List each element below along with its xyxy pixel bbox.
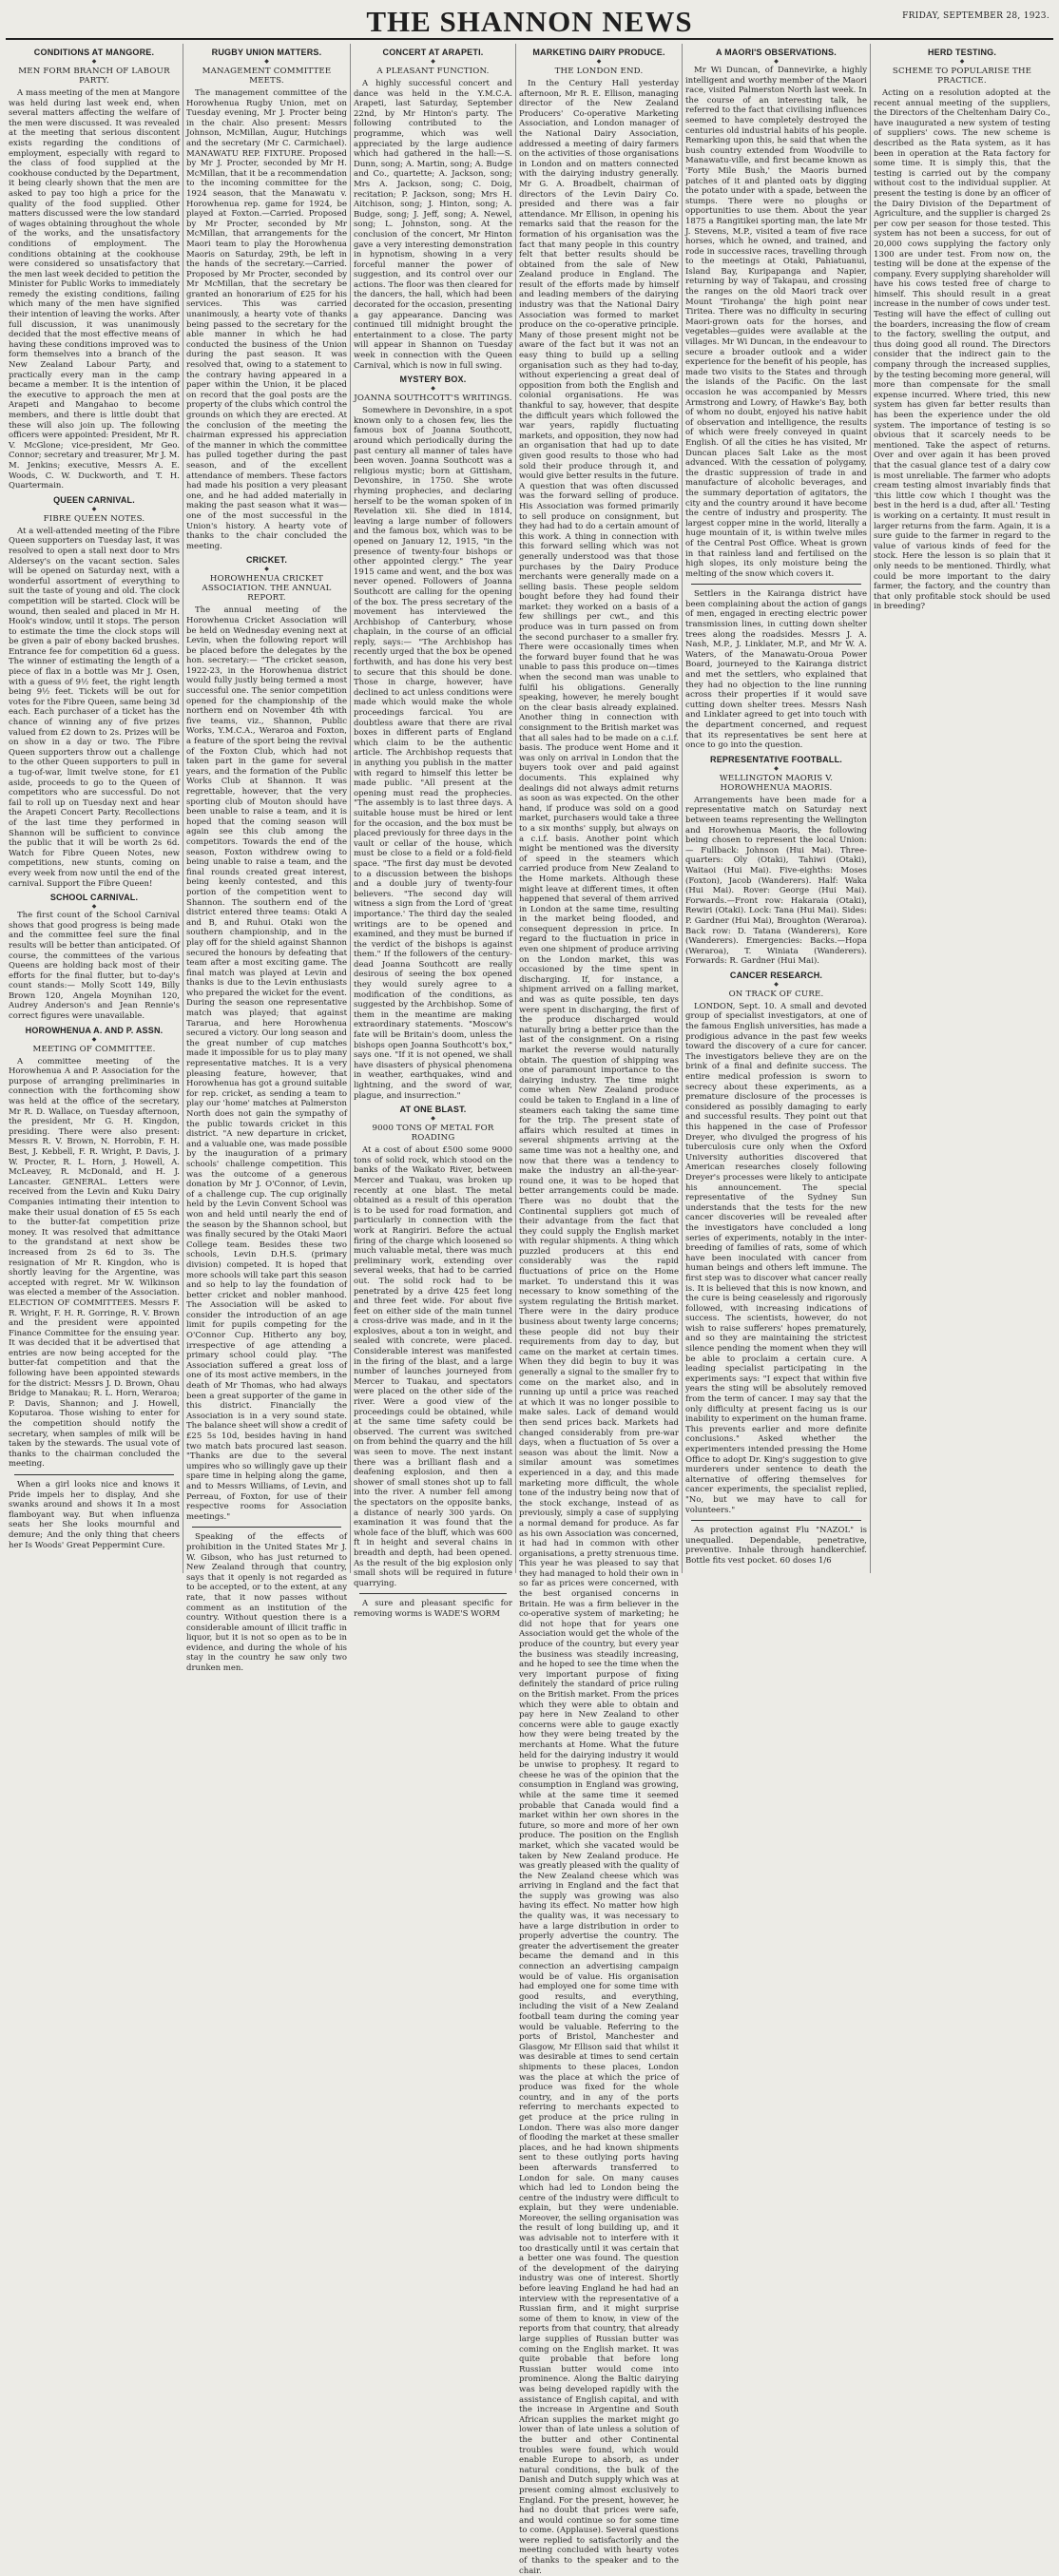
ornament-divider: ◆ [91,505,97,512]
article-deck: FIBRE QUEEN NOTES. [43,513,145,524]
article-headline: AT ONE BLAST. [399,1105,467,1115]
article-body: Somewhere in Devonshire, in a spot known only to a chosen few, lies the famous box of Joanna Southcott, around which periodically during the past century all manner of tales have been woven. Joanna Southcott was a religious mystic; born at Gittisham, Devonshire, in 1750. She wrote rhyming prophecies, and declaring herself to be the woman spoken of in Revelation xii. She died in 1814, leaving a large number of followers and the famous box, which was to be opened on January 12, 1915, "in the presence of twenty-four bishops or other appointed clergy." The year 1915 came and went, and the box was never opened. Followers of Joanna Southcott are calling for the opening of the box. The press secretary of the movement has interviewed the Archbishop of Canterbury, whose chaplain, in the course of an official reply, says:— "The Archbishop has recently urged that the box be opened forthwith, and has done his very best to secure that this should be done. Those in charge, however, have declined to act unless conditions were made which would make the whole proceedings farcical. You are doubtless aware that there are rival boxes in different parts of England which claim to be the authentic article. The Archbishop requests that in anything you publish in the matter with regard to himself this letter be made public. "All present at the opening must read the prophecies. "The assembly is to last three days. A suitable house must be hired or lent for the occasion, and the box must be placed previously for three days in the vault or cellar of the house, which must be close to a field or a fold-field space. "The first day must be devoted to a discussion between the bishops and a double jury of twenty-four believers. "The second day will witness a sign from the Lord of 'great importance.' The third day the sealed writings are to be opened and examined, and they must be burned if the verdict of the bishops is against them." If the followers of the century-dead Joanna Southcott are really desirous of seeing the box opened they would surely agree to a modification of the conditions, as suggested by the Archbishop. Some of them in the meantime are making extraordinary statements. "Moscow's fate will be Britain's doom, unless the bishops open Joanna Southcott's box," says one. "If it is not opened, we shall have disasters of physical phenomena in weather, earthquakes, wind and lightning, and the sword of war, plague, and insurrection." [354,406,512,1101]
ornament-divider: ◆ [774,764,779,772]
column-4 [515,44,682,2576]
article [874,48,1050,612]
ornament-divider: ◆ [264,566,269,573]
article [685,48,867,579]
article-headline: A MAORI'S OBSERVATIONS. [716,48,837,57]
article [685,1520,867,1566]
article-deck: 9000 TONS OF METAL FOR ROADING [372,1124,494,1144]
article-deck: HOROWHENUA CRICKET ASSOCIATION. THE ANNUAL REPORT. [202,574,332,604]
article-body: The management committee of the Horowhenua Rugby Union, met on Tuesday evening, Mr J. Procter being in the chair. Also present: Messrs Johnson, McMillan, Augur, Hutchings and the secretary (Mr C. Carmichael). MANAWATU REP. FIXTURE. Proposed by Mr J. Procter, seconded by Mr H. McMillan, that it be a recommendation to the incoming committee for the 1924 season, that the Manawatu v. Horowhenua rep. game for 1924, be played at Foxton.—Carried. Proposed by Mr Procter, seconded by Mr McMillan, that arrangements for the Maori team to play the Horowhenua Maoris on Saturday, 29th, be left in the hands of the secretary.—Carried. Proposed by Mr Procter, seconded by Mr McMillan, that the secretary be granted an honorarium of £25 for his services. This was carried unanimously, a hearty vote of thanks being passed to the secretary for the able manner in which he had conducted the business of the Union during the past season. It was resolved that, owing to a statement to the contrary having appeared in a paper within the Union, it be placed on record that the goal posts are the property of the clubs which control the grounds on which they are erected. At the conclusion of the meeting the chairman expressed his appreciation of the manner in which the committee has pulled together during the past season, and of the excellent attendance of members. These factors had made his position a very pleasant one, and he had added materially in making the past season what it was—one of the most successful in the Union's history. A hearty vote of thanks to the chair concluded the meeting. [186,88,347,551]
article-deck: JOANNA SOUTHCOTT'S WRITINGS. [354,394,512,404]
article-headline: HOROWHENUA A. AND P. ASSN. [25,1025,164,1035]
column-6 [870,44,1053,1573]
ornament-divider: ◆ [596,58,602,65]
article-headline: QUEEN CARNIVAL. [53,494,135,505]
article-headline: HERD TESTING. [927,48,997,57]
article [186,48,347,551]
article-deck: MEETING OF COMMITTEE. [32,1044,156,1054]
masthead [0,0,1059,42]
ornament-divider: ◆ [431,58,435,65]
article-headline: REPRESENTATIVE FOOTBALL. [710,754,842,764]
ornament-divider: ◆ [959,58,965,65]
article-body: When a girl looks nice and knows it Pride impels her to display, And she swanks around and shows it In a most flamboyant way. But when influenza seats her She looks mournful and demure; And the only thing that cheers her Is Woods' Great Peppermint Cure. [9,1480,180,1550]
article-headline: MARKETING DAIRY PRODUCE. [532,48,665,57]
article-deck: MANAGEMENT COMMITTEE MEETS. [202,67,332,86]
article-body: In the Century Hall yesterday afternoon, Mr R. E. Ellison, managing director of the New Zealand Producers' Co-operative Marketing Association, and London manager of the National Dairy Association, addressed a meeting of dairy farmers on the activities of those organisations in London and on matters connected with the dairying industry generally. Mr G. A. Broadbelt, chairman of directors of the Levin Dairy Co. presided and there was a fair attendance. Mr Ellison, in opening his remarks said that the reason for the formation of his organisation was the fact that many people in this country felt that better results should be obtained from the sale of New Zealand produce in England. The result of the efforts made by himself and leading members of the dairying industry was that the National Dairy Association was formed to market produce on the co-operative principle. Many of those present might not be aware of the fact but it was not an easy thing to build up a selling organisation such as they had to-day, without experiencing a great deal of opposition from both the English and colonial organisations. He was thankful to say, however, that despite the difficult years which followed the war years, rapidly fluctuating markets, and opposition, they now had an organisation that had up to date given good results to those who had sold their produce through it, and would give better results in the future. A question that was often discussed was the forward selling of produce. His Association was formed primarily to sell produce on consignment, but they had had to do a certain amount of this work. A thing in connection with this forward selling which was not generally understood was that those purchases by the Dairy Produce merchants were generally made on a selling basis. These people seldom bought before they had found their market: they worked on a basis of a few shillings per cwt., and this produce was in turn passed on from the second purchaser to a smaller fry. There were occasionally times when the forward buyer found that he was unable to pass this produce on—times when the second man was unable to fulfil his obligations. Generally speaking, however, he merely bought on the clear basis already explained. Another thing in connection with consignment to the British market was that all sales had to be made on a c.i.f. basis. The produce went Home and it was only on arrival in London that the buyers took over and paid against documents. This explained why dealings did not always admit returns as soon as was expected. On the other hand, if produce was sold on a good market, purchasers would take a three to a six months' supply, but always on a c.i.f. basis. Another point which might be mentioned was the diversity of speed in the steamers which carried produce from New Zealand to the Home markets. Although these might leave at different times, it often happened that several of them arrived in London at the same time, resulting in the market being flooded, and consequent depression in price. In regard to the fluctuation in price in even one shipment of produce arriving on the London market, this was occasioned by the time spent in discharging. If, for instance, a shipment arrived on a falling market, and was as quite possible, ten days were spent in discharging, the first of the produce discharged would naturally bring a better price than the last of the consignment. On a rising market the reverse would naturally obtain. The question of shipping was one of paramount importance to the dairying industry. The time might come when New Zealand produce could be taken to England in a line of steamers each taking the same time for the trip. The present state of affairs which resulted at times in several shipments arriving at the same time was not a healthy one, and now that there was a tendency to make the industry an all-the-year-round one, it was to be hoped that better arrangements could be made. There was no doubt that the Continental suppliers got much of their advantage from the fact that they could supply the English market with regular shipments. A thing which puzzled producers at this end considerably was the rapid fluctuations of price on the Home market. To understand this it was necessary to know something of the system regulating the British market. There were in the dairy produce business about twenty large concerns; these people did not buy their requirements from day to day, but came on the market at certain times. When they did begin to buy it was generally a signal to the smaller fry to come on the market also, and in running up until a price was reached at which it was no longer possible to make sales. Lack of demand would then send prices back. Markets had changed considerably from pre-war days, when a fluctuation of 5s over a season was about the limit. Now a similar amount was sometimes experienced in a day, and this made marketing more difficult, the whole tone of the industry being now that of the stock exchange, instead of as previously, simply a case of supplying a normal demand for produce. As far as his own Association was concerned, it had had in common with other organisations, a pretty strenuous time. This year he was pleased to say that they had managed to hold their own in so far as prices were concerned, with the best organised concerns in Britain. He was a firm believer in the co-operative system of marketing; he did not hope that for years one Association would get the whole of the produce of the country, but every year the business was steadily increasing, and he hoped to see the time when the very important purpose of fixing definitely the standard of price ruling on the British market. From the prices which they were able to obtain and pay here in New Zealand to other concerns were able to gauge exactly how they were being treated by the merchants at Home. What the future held for the dairying industry it would be unwise to prophesy. It regard to cheese he was of the opinion that the consumption in England was growing, while at the same time it seemed probable that Canada would find a market within her own shores in the future, so more and more of her own produce. The position on the English market, which she vacated would be taken by New Zealand produce. He was greatly pleased with the quality of the New Zealand cheese which was arriving in England and the fact that the supply was growing was also having its effect. No matter how high the quality was, it was necessary to have a large distribution in order to properly advertise the country. The greater the advertisement the greater became the demand and in this connection an advertising campaign would be of value. His organisation had employed one for some time with good results, and everything, including the visit of a New Zealand football team during the coming year would be valuable. Referring to the ports of Bristol, Manchester and Glasgow, Mr Ellison said that whilst it was desirable at times to send certain shipments to these places, London was the place at which the price of produce was fixed for the whole country, and in any of the ports referring to merchants expected to get produce at the price ruling in London. There was also more danger of flooding the market at these smaller places, and he had known shipments sent to these outlying ports having been afterwards transferred to London for sale. On many causes which had led to London being the centre of the industry were difficult to explain, but they were undeniable. Moreover, the selling organisation was the result of long building up, and it was advisable not to interfere with it too drastically until it was certain that a better one was found. The question of the development of the dairying industry was one of interest. Shortly before leaving England he had had an interview with the representative of a Russian firm, and it might surprise some of them to know, in view of the reports from that country, that already large supplies of Russian butter was coming on the English market. It was quite probable that before long Russian butter would come into prominence. Along the Baltic dairying was being developed rapidly with the assistance of English capital, and with the increase in Argentine and South African supplies the market might go lower than of late unless a solution of the butter and other Continental troubles were found, which would enable Europe to absorb, as under natural conditions, the bulk of the Danish and Dutch supply which was at present coming almost exclusively to England. For the present, however, he had no doubt that prices were safe, and would continue so for some time to come. (Applause). Several questions were replied to satisfactorily and the meeting concluded with hearty votes of thanks to the speaker and to the chair. [519,79,679,2576]
article [685,584,867,751]
article-deck: WELLINGTON MAORIS V. HOROWHENUA MAORIS. [719,773,834,793]
ornament-divider: ◆ [91,1035,97,1043]
article-headline: CONDITIONS AT MANGORE. [33,48,155,57]
column-5 [682,44,870,1573]
column-1 [6,44,183,1573]
article-headline: CANCER RESEARCH. [729,970,823,980]
ornament-divider: ◆ [264,58,269,65]
article [354,48,512,371]
issue-date: FRIDAY, SEPTEMBER 28, 1923. [902,11,1049,21]
article-body: Arrangements have been made for a representative match on Saturday next between teams representing the Wellington and Horowhenua Maoris, the following being chosen to represent the local Union:— Fullback: Johnson (Hui Mai). Three-quarters: Oly (Otaki), Tahiwi (Otaki), Waitaoi (Hui Mai). Five-eighths: Moses (Foxton), Jacob (Wanderers). Half: Waka (Hui Mai). Rover: George (Hui Mai). Forwards.—Front row: Hakaraia (Otaki), Rewiri (Otaki). Lock: Tana (Hui Mai). Sides: P. Gardner (Hui Mai), Broughton (Weraroa). Back row: D. Tatana (Wanderers), Kore (Wanderers). Emergencies: Backs.—Hopa (Weraroa), T. Winiata (Wanderers). Forwards: R. Gardner (Hui Mai). [685,795,867,967]
ornament-divider: ◆ [774,58,779,65]
article [354,1593,512,1619]
article [186,555,347,1522]
article [354,375,512,1101]
ornament-divider: ◆ [774,980,779,988]
article-body: The first count of the School Carnival shows that good progress is being made and the committee feel sure the final results will be better than anticipated. Of course, the committees of the various Queens are holding back most of their efforts for the final flutter, but to-day's count stands:— Molly Scott 149, Billy Brown 120, Angela Moynihan 120, Audrey Anderson's and Jean Rennie's correct figures were unavailable. [9,911,180,1022]
article-body: A committee meeting of the Horowhenua A and P. Association for the purpose of arranging preliminaries in connection with the forthcoming show was held at the office of the secretary, Mr R. D. Wallace, on Tuesday afternoon, the president, Mr G. H. Kingdon, presiding. There were also present: Messrs R. V. Brown, N. Horrobin, F. H. Best, J. Kebbell, F. R. Wright, P. Davis, J. W. Procter, R. L. Horn, J. Howell, A. McLeavey, R. McDonald, and H. J. Lancaster. GENERAL. Letters were received from the Levin and Kuku Dairy Companies intimating their intention to make their usual donation of £5 5s each to the butter-fat competition prize money. It was resolved that admittance to the grandstand at next show be increased from 2s 6d to 3s. The resignation of Mr R. Kingdon, who is shortly leaving for the Argentine, was accepted with regret. Mr W. Wilkinson was elected a member of the Association. ELECTION OF COMMITTEES. Messrs F. R. Wright, F. H. R. Gorringe, R. V. Brown and the president were appointed Finance Committee for the ensuing year. It was decided that it be advertised that entries are now being accepted for the butter-fat competition and that the following have been appointed stewards for the district: Messrs J. D. Brown, Ohau Bridge to Manakau; R. L. Horn, Weraroa; P. Davis, Shannon; and J. Howell, Koputaroa. Those wishing to enter for the competition should notify the secretary, when samples of milk will be taken by the stewards. The usual vote of thanks to the chairman concluded the meeting. [9,1056,180,1470]
ornament-divider: ◆ [91,58,97,65]
column-rule [691,1520,861,1521]
article-body: LONDON, Sept. 10. A small and devoted group of specialist investigators, at one of the famous English universities, has made a prodigious advance in the past few weeks toward the discovery of a cure for cancer. The investigators believe they are on the brink of a final and definite success. The entire medical profession is sworn to secrecy about these experiments, as a premature disclosure of the processes is considered as possibly damaging to early and successful results. They point out that this happened in the case of Professor Dreyer, who divulged the progress of his tuberculosis cure only when the Oxford University authorities discovered that American researches closely following Dreyer's processes were likely to anticipate his announcement. The special representative of the Sydney Sun understands that the tests for the new cancer discoveries will be revealed after the investigators have concluded a long series of experiments, notably in the inter-breeding of families of rats, some of which have been inoculated with cancer from human beings and others left immune. The first step was to discover what cancer really is. It is believed that this is now known, and the cure is being ceaselessly and rigorously followed, with increasing indications of success. The scientists, however, do not wish to raise sufferers' hopes prematurely, and so they are maintaining the strictest silence pending the moment when they will be able to proclaim a certain cure. A leading specialist participating in the experiments says: "I expect that within five years the sting will be absolutely removed from the term of cancer. I may say that the only difficulty at present facing us is our inability to experiment on the human frame. This prevents earlier and more definite conclusions." Asked whether the experimenters intended pressing the Home Office to adopt Dr. King's suggestion to give murderers under sentence to death the alternative of offering themselves for cancer experiments, the specialist replied, "No, but we may have to call for volunteers." [685,1001,868,1515]
article-headline: RUGBY UNION MATTERS. [211,48,322,57]
article-body: A sure and pleasant specific for removing worms is WADE'S WORM [354,1599,512,1619]
article-deck: SCHEME TO POPULARISE THE PRACTICE. [892,67,1032,86]
article-body: A highly successful concert and dance was held in the Y.M.C.A. Arapeti, last Saturday, September 22nd, by Mr Hinton's party. The following contributed to the programme, which was well appreciated by the large audience which had gathered in the hall:—S. Dunn, song; A. Martin, song; A. Budge and Co., quartette; A. Jackson, song; Mrs A. Jackson, song; C. Doig, recitation; P. Jackson, song; Mrs H. Aitchison, song; J. Hinton, song; A. Budge, song; J. Jeff, song; A. Newel, song; L. Johnston, song. At the conclusion of the concert, Mr Hinton gave a very interesting demonstration in hypnotism, showing in a very forceful manner the power of suggestion, and its control over our actions. The floor was then cleared for the dancers, the hall, which had been decorated for the occasion, presenting a gay appearance. Dancing was continued till midnight brought the entertainment to a close. The party will appear in Shannon on Tuesday week in connection with the Queen Carnival, which is now in full swing. [354,79,512,371]
article-body: The annual meeting of the Horowhenua Cricket Association will be held on Wednesday evening next at Levin, when the following report will be placed before the delegates by the hon. secretary:— "The cricket season, 1922-23, in the Horowhenua district would fully justly being termed a most successful one. The senior competition opened for the championship of the northern end on November 4th with five teams, viz., Shannon, Public Works, Y.M.C.A., Weraroa and Foxton, a feature of the sport being the revival of the Foxton Club, which had not taken part in the game for several years, and the formation of the Public Works Club at Shannon. It was regrettable, however, that the very sporting club of Mouton should have been unable to raise a team, and it is hoped that the coming season will again see this club among the competitors. Towards the end of the season, Foxton withdrew owing to being unable to raise a team, and the final rounds created great interest, being keenly contested, and this portion of the competition went to Shannon. The southern end of the district entered three teams: Otaki A and B, and Ruhui. Otaki won the southern championship, and in the play off for the shield against Shannon secured the honours by defeating that team after a most exciting game. The final match was played at Levin and thanks is due to the Levin enthusiasts who prepared the wicket for the event. During the season one representative match was played; that against Tararua, and here Horowhenua secured a victory. Our long season and the great number of cup matches made it impossible for us to play many representative matches. It is a very pleasing feature, however, that Horowhenua has got a ground suitable for rep. cricket, as sending a team to play our 'home' matches at Palmerston North does not gain the sympathy of the public towards cricket in this district. "A new departure in cricket, and a valuable one, was made possible by the inauguration of a primary schools' challenge competition. This was the outcome of a generous donation by Mr J. O'Connor, of Levin, of a challenge cup. The cup originally held by the Levin Convent School was won and held until nearly the end of the season by the Shannon school, but was finally secured by the Otaki Maori College team. Besides these two schools, Levin D.H.S. (primary division) competed. It is hoped that more schools will take part this season and so help to lay the foundation of better cricket and nobler manhood. The Association will be asked to consider the introduction of an age limit for pupils competing for the O'Connor Cup. Hitherto any boy, irrespective of age attending a primary school could play. "The Association suffered a great loss of one of its most active members, in the death of Mr Thomas, who had always been a great supporter of the game in this district. Financially the Association is in a very sound state. The balance sheet will show a credit of £25 5s 10d, besides having in hand two match bats procured last season. "Thanks are due to the several umpires who so willingly gave up their spare time in helping along the game, and to Messrs Williams, of Levin, and Perreau, of Foxton, for use of their respective rooms for Association meetings." [186,606,347,1522]
article-body: As protection against Flu "NAZOL" is unequalled. Dependable, penetrative, preventive. Inhale through handkerchief. Bottle fits vest pocket. 60 doses 1/6 [685,1526,867,1566]
column-rule [192,1527,341,1528]
article-headline: SCHOOL CARNIVAL. [49,893,139,903]
article [685,971,867,1515]
article [9,1026,180,1470]
article [9,48,180,491]
ornament-divider: ◆ [431,1115,435,1123]
article-body: A mass meeting of the men at Mangore was held during last week end, when several matters affecting the welfare of the men were discussed. It was revealed at the meeting that serious discontent exists regarding the conditions of employment, especially with regard to the class of food supplied at the cookhouse conducted by the Department, it being clearly shown that the men are asked to pay too high a price for the quality of the food supplied. Other matters discussed were the low standard of wages obtaining throughout the whole of the works, and the unsatisfactory conditions of employment. The conditions obtaining at the cookhouse were considered so unsatisfactory that the men last week decided to petition the Minister for Public Works to immediately remedy the existing conditions, failing which many of the men have signified their intention of leaving the works. After full discussion, it was unanimously decided that the most effective means of having these conditions improved was to form themselves into a branch of the New Zealand Labour Party, and practically every man in the camp became a member. It is the intention of the executive to approach the men at Arapeti and Mangahao to become members, and there is little doubt that these will also join up. The following officers were appointed: President, Mr R. V. McGlone; vice-president, Mr Geo. Connor; secretary and treasurer, Mr J. M. M. Jenkins; executive, Messrs A. E. Woods, C. W. Duckworth, and T. H. Quartermain. [9,88,181,491]
ornament-divider: ◆ [91,903,97,911]
article-headline: CRICKET. [245,555,288,566]
columns [6,44,1053,2576]
article [9,495,180,889]
column-rule [14,1474,174,1475]
column-rule [691,584,861,585]
article [9,1474,180,1550]
article [354,1105,512,1588]
article-deck: A PLEASANT FUNCTION. [376,67,490,76]
ornament-divider: ◆ [431,385,435,393]
article [519,48,679,2576]
article-body: Settlers in the Kairanga district have been complaining about the action of gangs of men, engaged in erecting electric power transmission lines, in cutting down shelter trees along the roadsides. Messrs J. A. Nash, M.P., J. Linklater, M.P., and Mr W. A. Waters, of the Manawatu-Oroua Power Board, journeyed to the Kairanga district and met the settlers, who explained that they had no objection to the line running across their properties if it would save cutting down shelter trees. Messrs Nash and Linklater agreed to get into touch with the department concerned, and request that its representatives be sent here at once to go into the question. [685,589,867,751]
article-deck: MEN FORM BRANCH OF LABOUR PARTY. [18,67,170,86]
column-rule [359,1593,507,1594]
article-body: At a cost of about £500 some 9000 tons of solid rock, which stood on the banks of the Waikato River, between Mercer and Tuakau, was broken up recently at one blast. The metal obtained as a result of this operation is to be used for road formation, and particularly in connection with the work at Rangiriri. Before the actual firing of the charge which loosened so much valuable metal, there was much preliminary work, extending over several weeks, that had to be carried out. The solid rock had to be penetrated by a drive 425 feet long and three feet wide. For about five feet on either side of the main tunnel a cross-drive was made, and in it the explosives, about a ton in weight, and sealed with concrete, were placed. Considerable interest was manifested in the firing of the blast, and a large number of launches journeyed from Mercer to Tuakau, and spectators were placed on the other side of the river. Were a good view of the proceedings could be obtained, while at the same time safety could be observed. The current was switched on from behind the quarry and the hill was seen to move. The next instant there was a brilliant flash and a deafening explosion, and then a shower of small stones shot up to fall into the river. A number fell among the spectators on the opposite banks, a distance of nearly 300 yards. On examination it was found that the whole face of the bluff, which was 600 ft in height and several chains in breadth and depth, had been opened. As the result of the big explosion only small shots will be required in future quarrying. [354,1145,512,1588]
article-deck: THE LONDON END. [554,67,644,76]
article [685,755,867,967]
masthead-rule [6,38,1053,40]
article-headline: CONCERT AT ARAPETI. [382,48,484,57]
article-body: Acting on a resolution adopted at the recent annual meeting of the suppliers, the Directors of the Cheltenham Dairy Co., have inaugurated a new system of testing of suppliers' cows. The new scheme is described as the Rata system, as it has been in operation at the Rata factory for some time. It is simply this, that the testing is carried out by the company without cost to the individual supplier. At present the testing is done by an officer of the Dairy Division of the Department of Agriculture, and the supplier is charged 2s per cow per season for those tested. This system has not been a success, for out of 20,000 cows supplying the factory only 1300 are under test. From now on, the testing will be done at the expense of the company. Every supplying shareholder will have his cows tested free of charge to himself. This should result in a great increase in the number of cows under test. Testing will have the effect of culling out the boarders, increasing the flow of cream to the factory, swelling the output, and thus doing good all round. The Directors consider that the indirect gain to the company through the increased supplies, by the testing becoming more general, will more than compensate for the small expense incurred. Where tried, this new system has given far better results than has been the experience under the old system. The importance of testing is so obvious that it scarcely needs to be mentioned. Take the aspect of returns. Over and over again it has been proved that the casual glance test of a dairy cow is most unreliable. The farmer who adopts cream testing almost invariably finds that 'this little cow which I thought was the best in the herd is a dud, after all.' Testing is working on a certainty. It must result in larger returns from the farm. Again, it is a sure guide to the farmer in regard to the value of various kinds of feed for the stock. Here the lesson is so plain that it only needs to be mentioned. Thirdly, what could be more important to the dairy farmer, the factory, and the country than that only profitable stock should be used in breeding? [874,88,1050,612]
article-headline: MYSTERY BOX. [399,375,467,385]
column-2 [183,44,350,1674]
article-deck: ON TRACK OF CURE. [728,989,824,999]
article-body: Mr Wi Duncan, of Dannevirke, a highly intelligent and worthy member of the Maori race, visited Palmerston North last week. In the course of an interesting talk, he referred to the fact that civilising influences seemed to have completely destroyed the centuries old industrial habits of his people. Remarking upon this, he said that when the bush country extended from Woodville to Manawatu-ville, and first became known as 'Forty Mile Bush,' the Maoris burned patches of it and planted oats by digging the potato under with a spade, between the stumps. There were no ploughs or opportunities to use them. About the year 1875 a Rangitikei sporting man, the late Mr J. Stevens, M.P., visited a team of five race horses, which he owned, and trained, and rode in successive races, travelling through to the meetings at Otaki, Pahiatuanui, Island Bay, Kuripapanga and Napier, returning by way of Takapau, and crossing the ranges on the old Maori track over Mount 'Tirohanga' the high point near Tiritea. There was no difficulty in securing Maori-grown oats for the horses, and vegetables—guides were available at the villages. Mr Wi Duncan, in the endeavour to secure a broader outlook and a wider experience for the benefit of his people, has made two visits to the States and through the islands of the Pacific. On the last occasion he was accompanied by Messrs Armstrong and Lowry, of Hawke's Bay, both of whom no doubt, enjoyed his native habit of observation and intelligence, the results of which were freely conveyed in quaint English. Of all the cities he has visited, Mr Duncan places Salt Lake as the most advanced. With the cessation of polygamy, the drastic suppression of trade in and manufacture of alcoholic beverages, and the summary deportation of agitators, the city and the country around it have become the centre of industry and prosperity. The largest copper mine in the world, literally a huge mountain of it, is within twelve miles of the Central Post Office. Wheat is grown in that rainless land and fertilised on the high slopes, its only moisture being the melting of the snow which covers it. [685,66,867,579]
column-3 [350,44,515,1619]
article-body: At a well-attended meeting of the Fibre Queen supporters on Tuesday last, it was resolved to open a stall next door to Mrs Aldersey's on the vacant section. Sales will be opened on Saturday next, with a wonderful assortment of everything to suit the taste of young and old. The clock competition will be started. Clock will be wound, then sealed and placed in Mr H. Hook's window, until it stops. The person to estimate the time the clock stops will be given a pair of ebony backed brushes. Entrance fee for competition 6d a guess. The winner of estimating the length of a piece of flax in a bottle was Mr J. Osen, with a guess of 9½ feet, the right length being 9½ feet. Tickets will be out for votes for the Fibre Queen, same being 3d each. Each purchaser of a ticket has the chance of winning any of five prizes valued from £2 down to 2s. Prizes will be on show in a day or two. The Fibre Queen supporters throw out a challenge to the other Queen supporters to pull in a tug-of-war, limit twelve stone, for £1 aside, proceeds to go to the Queen of competitors who are successful. Do not fail to roll up on Tuesday next and hear the Arapeti Concert Party. Recollections of the last time they performed in Shannon will be sufficient to convince the public that it will be worth 2s 6d. Watch for Fibre Queen Notes, new competitions, new stunts, coming on every week from now until the end of the carnival. Support the Fibre Queen! [9,526,180,889]
article-body: Speaking of the effects of prohibition in the United States Mr J. W. Gibson, who has just returned to New Zealand through that country, says that it openly is not regarded as to be accepted, or to the extent, at any rate, that it now passes without comment as an institution of the country. Without question there is a considerable amount of illicit traffic in liquor, but it is not so open as to be in evidence, and during the whole of his stay in the country he saw only two drunken men. [186,1532,347,1674]
article [9,893,180,1022]
article [186,1527,347,1673]
newspaper-title: THE SHANNON NEWS [366,5,693,38]
